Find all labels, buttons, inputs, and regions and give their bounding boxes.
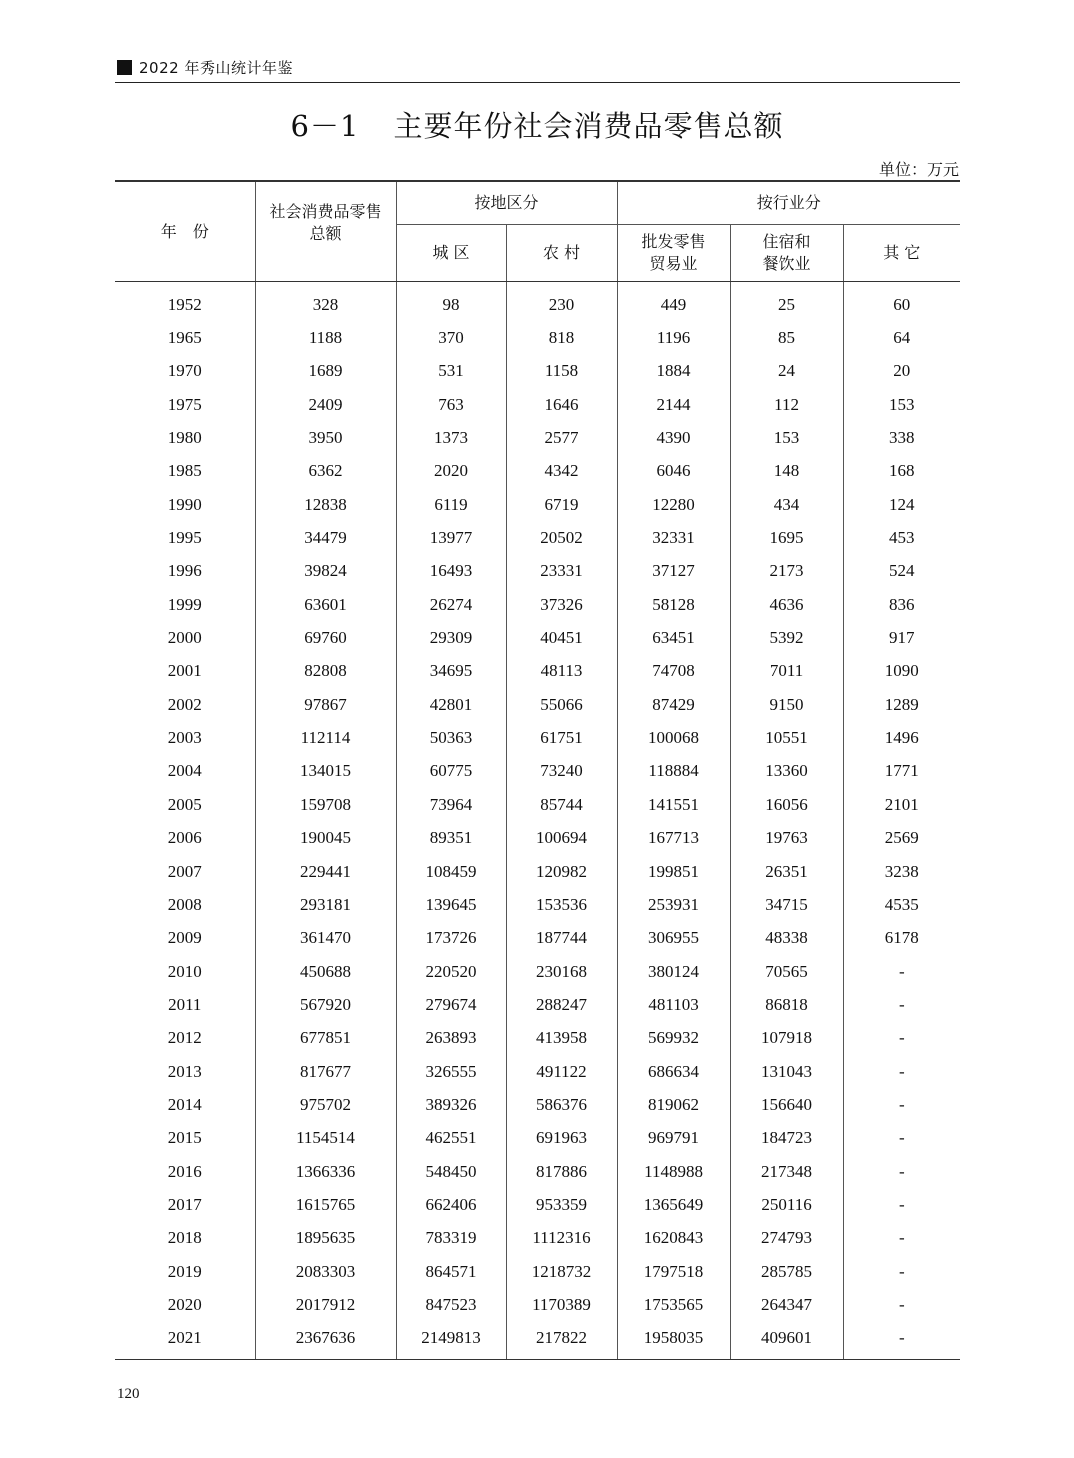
cell-wholesale: 1148988 (617, 1155, 730, 1188)
header-total: 社会消费品零售总额 (255, 181, 396, 282)
cell-rural: 6719 (506, 488, 617, 521)
cell-total: 817677 (255, 1055, 396, 1088)
table-row (115, 488, 960, 521)
cell-year: 2005 (167, 794, 202, 814)
cell-rural: 2577 (506, 421, 617, 454)
cell-total: 112114 (255, 721, 396, 754)
cell-other: 836 (843, 588, 960, 621)
cell-rural: 953359 (506, 1188, 617, 1221)
cell-catering: 5392 (730, 621, 843, 654)
cell-other: 4535 (843, 888, 960, 921)
cell-urban: 263893 (396, 1022, 506, 1055)
cell-other: - (843, 1255, 960, 1288)
table-row (115, 1288, 960, 1321)
cell-rural: 55066 (506, 688, 617, 721)
cell-year: 1970 (167, 361, 202, 381)
cell-wholesale: 74708 (617, 655, 730, 688)
cell-catering: 107918 (730, 1022, 843, 1055)
cell-total: 293181 (255, 888, 396, 921)
cell-year: 2002 (167, 694, 202, 714)
cell-other: 917 (843, 621, 960, 654)
cell-rural: 818 (506, 321, 617, 354)
cell-rural: 4342 (506, 455, 617, 488)
cell-rural: 817886 (506, 1155, 617, 1188)
cell-wholesale: 569932 (617, 1022, 730, 1055)
table-row (115, 421, 960, 454)
table-row (115, 621, 960, 654)
cell-total: 1366336 (255, 1155, 396, 1188)
cell-total: 2367636 (255, 1322, 396, 1360)
cell-rural: 230168 (506, 955, 617, 988)
cell-total: 159708 (255, 788, 396, 821)
cell-year: 1965 (167, 328, 202, 348)
cell-year: 1990 (167, 494, 202, 514)
table-row (115, 588, 960, 621)
cell-rural: 491122 (506, 1055, 617, 1088)
cell-rural: 288247 (506, 988, 617, 1021)
cell-total: 1689 (255, 355, 396, 388)
cell-other: 338 (843, 421, 960, 454)
cell-wholesale: 253931 (617, 888, 730, 921)
cell-rural: 40451 (506, 621, 617, 654)
table-row (115, 1155, 960, 1188)
cell-total: 190045 (255, 822, 396, 855)
cell-catering: 112 (730, 388, 843, 421)
cell-urban: 16493 (396, 555, 506, 588)
cell-year: 1985 (167, 461, 202, 481)
cell-urban: 2149813 (396, 1322, 506, 1360)
header-year: 年 份 (115, 181, 255, 282)
table-row (115, 655, 960, 688)
cell-wholesale: 6046 (617, 455, 730, 488)
cell-catering: 13360 (730, 755, 843, 788)
table-row (115, 1022, 960, 1055)
cell-urban: 26274 (396, 588, 506, 621)
cell-catering: 1695 (730, 521, 843, 554)
cell-total: 3950 (255, 421, 396, 454)
cell-urban: 29309 (396, 621, 506, 654)
cell-total: 567920 (255, 988, 396, 1021)
cell-rural: 230 (506, 282, 617, 322)
cell-year: 2013 (167, 1061, 202, 1081)
table-row (115, 922, 960, 955)
header-by-region: 按地区分 (396, 181, 617, 225)
cell-urban: 548450 (396, 1155, 506, 1188)
cell-other: 1090 (843, 655, 960, 688)
cell-catering: 86818 (730, 988, 843, 1021)
table-row (115, 388, 960, 421)
cell-rural: 187744 (506, 922, 617, 955)
cell-catering: 26351 (730, 855, 843, 888)
running-head-text: 2022 年秀山统计年鉴 (139, 59, 293, 77)
table-row (115, 1188, 960, 1221)
page-title (0, 104, 1074, 145)
cell-catering: 217348 (730, 1155, 843, 1188)
table-row (115, 355, 960, 388)
table-row (115, 888, 960, 921)
cell-total: 39824 (255, 555, 396, 588)
cell-total: 2083303 (255, 1255, 396, 1288)
cell-catering: 19763 (730, 822, 843, 855)
cell-other: - (843, 1022, 960, 1055)
cell-catering: 25 (730, 282, 843, 322)
cell-catering: 4636 (730, 588, 843, 621)
cell-other: 524 (843, 555, 960, 588)
cell-other: 124 (843, 488, 960, 521)
cell-urban: 763 (396, 388, 506, 421)
cell-rural: 217822 (506, 1322, 617, 1360)
cell-wholesale: 819062 (617, 1088, 730, 1121)
cell-urban: 864571 (396, 1255, 506, 1288)
cell-catering: 24 (730, 355, 843, 388)
table-row (115, 321, 960, 354)
table-row (115, 1122, 960, 1155)
cell-urban: 531 (396, 355, 506, 388)
table-row (115, 455, 960, 488)
cell-wholesale: 141551 (617, 788, 730, 821)
cell-other: 64 (843, 321, 960, 354)
cell-rural: 20502 (506, 521, 617, 554)
cell-year: 1952 (167, 294, 202, 314)
table-row (115, 521, 960, 554)
header-rural: 农 村 (506, 225, 617, 282)
cell-catering: 16056 (730, 788, 843, 821)
cell-total: 975702 (255, 1088, 396, 1121)
cell-wholesale: 380124 (617, 955, 730, 988)
cell-other: - (843, 988, 960, 1021)
header-urban: 城 区 (396, 225, 506, 282)
cell-wholesale: 58128 (617, 588, 730, 621)
header-other: 其 它 (843, 225, 960, 282)
black-square-icon (117, 60, 132, 75)
cell-total: 1154514 (255, 1122, 396, 1155)
cell-catering: 10551 (730, 721, 843, 754)
cell-urban: 2020 (396, 455, 506, 488)
cell-other: - (843, 955, 960, 988)
table-number: 6－1 (290, 109, 360, 143)
cell-rural: 48113 (506, 655, 617, 688)
cell-total: 12838 (255, 488, 396, 521)
cell-catering: 409601 (730, 1322, 843, 1360)
cell-other: - (843, 1155, 960, 1188)
table-row (115, 788, 960, 821)
table-row (115, 988, 960, 1021)
cell-year: 2006 (167, 828, 202, 848)
cell-other: 1496 (843, 721, 960, 754)
cell-wholesale: 37127 (617, 555, 730, 588)
cell-other: - (843, 1055, 960, 1088)
cell-urban: 50363 (396, 721, 506, 754)
cell-year: 1999 (167, 594, 202, 614)
cell-rural: 1218732 (506, 1255, 617, 1288)
cell-total: 450688 (255, 955, 396, 988)
header-catering: 住宿和餐饮业 (730, 225, 843, 282)
cell-other: - (843, 1122, 960, 1155)
cell-total: 229441 (255, 855, 396, 888)
cell-rural: 61751 (506, 721, 617, 754)
cell-year: 2008 (167, 894, 202, 914)
cell-other: - (843, 1288, 960, 1321)
cell-catering: 2173 (730, 555, 843, 588)
cell-other: 168 (843, 455, 960, 488)
cell-year: 1975 (167, 394, 202, 414)
cell-urban: 42801 (396, 688, 506, 721)
cell-wholesale: 87429 (617, 688, 730, 721)
cell-other: 1289 (843, 688, 960, 721)
cell-urban: 1373 (396, 421, 506, 454)
cell-other: - (843, 1188, 960, 1221)
cell-urban: 108459 (396, 855, 506, 888)
cell-rural: 120982 (506, 855, 617, 888)
cell-other: 453 (843, 521, 960, 554)
table-title: 主要年份社会消费品零售总额 (393, 109, 784, 143)
cell-year: 2015 (167, 1128, 202, 1148)
cell-year: 1995 (167, 528, 202, 548)
cell-wholesale: 118884 (617, 755, 730, 788)
cell-total: 82808 (255, 655, 396, 688)
cell-total: 34479 (255, 521, 396, 554)
cell-wholesale: 2144 (617, 388, 730, 421)
cell-wholesale: 199851 (617, 855, 730, 888)
header-wholesale: 批发零售贸易业 (617, 225, 730, 282)
cell-urban: 662406 (396, 1188, 506, 1221)
cell-year: 2007 (167, 861, 202, 881)
cell-catering: 48338 (730, 922, 843, 955)
cell-wholesale: 32331 (617, 521, 730, 554)
cell-urban: 370 (396, 321, 506, 354)
cell-year: 2016 (167, 1161, 202, 1181)
running-head (115, 56, 960, 83)
cell-rural: 1112316 (506, 1222, 617, 1255)
cell-year: 2011 (168, 994, 202, 1014)
cell-total: 134015 (255, 755, 396, 788)
cell-urban: 139645 (396, 888, 506, 921)
cell-catering: 250116 (730, 1188, 843, 1221)
cell-other: 2569 (843, 822, 960, 855)
cell-year: 2012 (167, 1028, 202, 1048)
cell-wholesale: 969791 (617, 1122, 730, 1155)
cell-rural: 85744 (506, 788, 617, 821)
cell-total: 1895635 (255, 1222, 396, 1255)
cell-rural: 23331 (506, 555, 617, 588)
table-row (115, 1322, 960, 1360)
table-row (115, 855, 960, 888)
cell-wholesale: 1958035 (617, 1322, 730, 1360)
cell-other: 6178 (843, 922, 960, 955)
cell-other: 153 (843, 388, 960, 421)
cell-urban: 89351 (396, 822, 506, 855)
cell-year: 2018 (167, 1228, 202, 1248)
cell-wholesale: 4390 (617, 421, 730, 454)
cell-rural: 586376 (506, 1088, 617, 1121)
cell-urban: 98 (396, 282, 506, 322)
cell-other: 60 (843, 282, 960, 322)
retail-sales-table (115, 180, 960, 1360)
cell-other: 20 (843, 355, 960, 388)
cell-catering: 70565 (730, 955, 843, 988)
cell-other: 2101 (843, 788, 960, 821)
cell-urban: 220520 (396, 955, 506, 988)
cell-wholesale: 306955 (617, 922, 730, 955)
cell-urban: 462551 (396, 1122, 506, 1155)
cell-total: 2017912 (255, 1288, 396, 1321)
cell-year: 2014 (167, 1094, 202, 1114)
cell-total: 2409 (255, 388, 396, 421)
cell-total: 677851 (255, 1022, 396, 1055)
cell-wholesale: 100068 (617, 721, 730, 754)
table-row (115, 282, 960, 322)
cell-wholesale: 1884 (617, 355, 730, 388)
cell-catering: 274793 (730, 1222, 843, 1255)
cell-rural: 73240 (506, 755, 617, 788)
cell-total: 6362 (255, 455, 396, 488)
cell-year: 2004 (167, 761, 202, 781)
cell-wholesale: 686634 (617, 1055, 730, 1088)
header-by-industry: 按行业分 (617, 181, 960, 225)
cell-year: 2019 (167, 1261, 202, 1281)
cell-catering: 34715 (730, 888, 843, 921)
cell-rural: 153536 (506, 888, 617, 921)
cell-rural: 37326 (506, 588, 617, 621)
table-row (115, 688, 960, 721)
cell-wholesale: 1797518 (617, 1255, 730, 1288)
cell-total: 361470 (255, 922, 396, 955)
cell-urban: 13977 (396, 521, 506, 554)
cell-catering: 7011 (730, 655, 843, 688)
cell-year: 2003 (167, 728, 202, 748)
cell-wholesale: 167713 (617, 822, 730, 855)
page-number: 120 (117, 1386, 140, 1402)
cell-rural: 1170389 (506, 1288, 617, 1321)
cell-year: 2000 (167, 628, 202, 648)
table-row (115, 1088, 960, 1121)
cell-urban: 326555 (396, 1055, 506, 1088)
cell-wholesale: 1365649 (617, 1188, 730, 1221)
cell-other: 1771 (843, 755, 960, 788)
cell-total: 97867 (255, 688, 396, 721)
cell-wholesale: 12280 (617, 488, 730, 521)
cell-rural: 1158 (506, 355, 617, 388)
table-row (115, 721, 960, 754)
cell-wholesale: 481103 (617, 988, 730, 1021)
cell-wholesale: 1196 (617, 321, 730, 354)
cell-wholesale: 449 (617, 282, 730, 322)
cell-urban: 389326 (396, 1088, 506, 1121)
cell-total: 328 (255, 282, 396, 322)
cell-catering: 184723 (730, 1122, 843, 1155)
cell-other: 3238 (843, 855, 960, 888)
cell-other: - (843, 1222, 960, 1255)
cell-total: 1188 (255, 321, 396, 354)
cell-urban: 34695 (396, 655, 506, 688)
cell-total: 63601 (255, 588, 396, 621)
table-row (115, 1255, 960, 1288)
table-row (115, 755, 960, 788)
cell-year: 2020 (167, 1294, 202, 1314)
cell-catering: 264347 (730, 1288, 843, 1321)
table-row (115, 822, 960, 855)
cell-other: - (843, 1322, 960, 1360)
cell-rural: 100694 (506, 822, 617, 855)
cell-wholesale: 1753565 (617, 1288, 730, 1321)
cell-year: 1980 (167, 428, 202, 448)
cell-other: - (843, 1088, 960, 1121)
cell-total: 69760 (255, 621, 396, 654)
cell-wholesale: 1620843 (617, 1222, 730, 1255)
cell-catering: 85 (730, 321, 843, 354)
cell-catering: 153 (730, 421, 843, 454)
cell-catering: 434 (730, 488, 843, 521)
cell-urban: 847523 (396, 1288, 506, 1321)
table-row (115, 1222, 960, 1255)
table-row (115, 555, 960, 588)
cell-catering: 285785 (730, 1255, 843, 1288)
cell-urban: 60775 (396, 755, 506, 788)
cell-year: 1996 (167, 561, 202, 581)
cell-year: 2001 (167, 661, 202, 681)
cell-catering: 148 (730, 455, 843, 488)
cell-urban: 6119 (396, 488, 506, 521)
cell-year: 2021 (115, 1322, 255, 1360)
unit-label: 单位：万元 (878, 160, 959, 179)
cell-urban: 173726 (396, 922, 506, 955)
cell-wholesale: 63451 (617, 621, 730, 654)
cell-year: 2009 (167, 928, 202, 948)
cell-urban: 73964 (396, 788, 506, 821)
cell-rural: 1646 (506, 388, 617, 421)
cell-rural: 691963 (506, 1122, 617, 1155)
cell-urban: 279674 (396, 988, 506, 1021)
cell-catering: 9150 (730, 688, 843, 721)
table-body (115, 282, 960, 1360)
cell-total: 1615765 (255, 1188, 396, 1221)
cell-catering: 156640 (730, 1088, 843, 1121)
table-row (115, 955, 960, 988)
cell-catering: 131043 (730, 1055, 843, 1088)
cell-urban: 783319 (396, 1222, 506, 1255)
cell-rural: 413958 (506, 1022, 617, 1055)
table-row (115, 1055, 960, 1088)
cell-year: 2010 (167, 961, 202, 981)
cell-year: 2017 (167, 1194, 202, 1214)
